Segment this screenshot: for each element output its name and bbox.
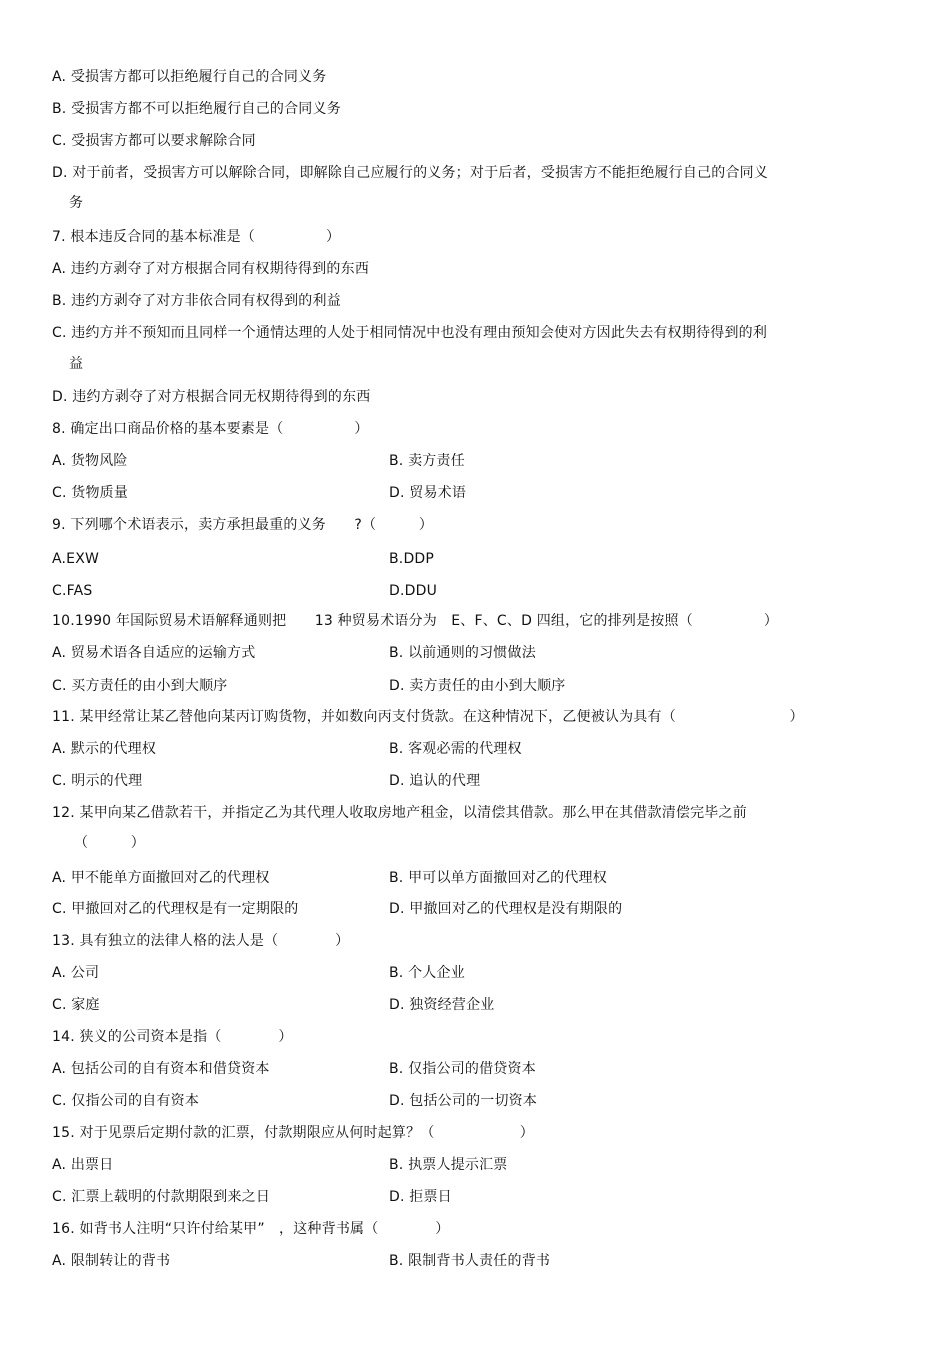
q9-option-b: B.DDP [389,551,435,567]
q7-option-d: D. 违约方剥夺了对方根据合同无权期待得到的东西 [52,389,371,405]
q9-stem: 9. 下列哪个术语表示，卖方承担最重的义务 ?（ ） [52,517,434,533]
q8-option-d: D. 贸易术语 [389,485,467,501]
q16-option-b: B. 限制背书人责任的背书 [389,1253,551,1269]
q14-option-d: D. 包括公司的一切资本 [389,1093,538,1109]
q12-stem-line2: （ ） [74,835,145,851]
q13-option-b: B. 个人企业 [389,965,465,981]
q10-option-a: A. 贸易术语各自适应的运输方式 [52,645,256,661]
q10-option-b: B. 以前通则的习惯做法 [389,645,536,661]
q12-stem-line1: 12. 某甲向某乙借款若干，并指定乙为其代理人收取房地产租金，以清偿其借款。那么甲在其借款清偿完毕之前 [52,805,747,821]
q10-stem: 10.1990 年国际贸易术语解释通则把 13 种贸易术语分为 E、F、C、D 四组，它的排列是按照（ ） [52,613,779,629]
q8-option-a: A. 货物风险 [52,453,128,469]
q14-option-c: C. 仅指公司的自有资本 [52,1093,200,1109]
q13-option-a: A. 公司 [52,965,100,981]
q8-stem: 8. 确定出口商品价格的基本要素是（ ） [52,421,369,437]
q8-option-b: B. 卖方责任 [389,453,465,469]
q16-stem: 16. 如背书人注明“只许付给某甲” ，这种背书属（ ） [52,1221,450,1237]
q16-option-a: A. 限制转让的背书 [52,1253,171,1269]
q8-option-c: C. 货物质量 [52,485,129,501]
q9-option-d: D.DDU [389,583,438,599]
q13-option-c: C. 家庭 [52,997,100,1013]
q7-option-b: B. 违约方剥夺了对方非依合同有权得到的利益 [52,293,341,309]
q11-option-d: D. 追认的代理 [389,773,481,789]
q10-option-c: C. 买方责任的由小到大顺序 [52,678,228,694]
q15-option-d: D. 拒票日 [389,1189,452,1205]
q14-option-a: A. 包括公司的自有资本和借贷资本 [52,1061,270,1077]
q7-option-c-line2: 益 [69,356,84,372]
q14-stem: 14. 狭义的公司资本是指（ ） [52,1029,293,1045]
q14-option-b: B. 仅指公司的借贷资本 [389,1061,536,1077]
q6-option-c: C. 受损害方都可以要求解除合同 [52,133,256,149]
q12-option-a: A. 甲不能单方面撤回对乙的代理权 [52,870,270,886]
q9-option-c: C.FAS [52,583,93,599]
q7-option-c-line1: C. 违约方并不预知而且同样一个通情达理的人处于相同情况中也没有理由预知会使对方因此失去有权期待得到的利 [52,325,768,341]
q12-option-d: D. 甲撤回对乙的代理权是没有期限的 [389,901,623,917]
q11-option-a: A. 默示的代理权 [52,741,157,757]
q15-option-c: C. 汇票上载明的付款期限到来之日 [52,1189,271,1205]
q15-option-b: B. 执票人提示汇票 [389,1157,508,1173]
q6-option-d-line1: D. 对于前者，受损害方可以解除合同，即解除自己应履行的义务；对于后者，受损害方不能拒绝履行自己的合同义 [52,165,769,181]
q15-option-a: A. 出票日 [52,1157,114,1173]
q6-option-d-line2: 务 [69,195,84,211]
q13-stem: 13. 具有独立的法律人格的法人是（ ） [52,933,350,949]
q7-option-a: A. 违约方剥夺了对方根据合同有权期待得到的东西 [52,261,370,277]
q7-stem: 7. 根本违反合同的基本标准是（ ） [52,229,341,245]
q11-stem: 11. 某甲经常让某乙替他向某丙订购货物，并如数向丙支付货款。在这种情况下，乙便被认为具有（ ） [52,709,804,725]
q6-option-b: B. 受损害方都不可以拒绝履行自己的合同义务 [52,101,341,117]
q10-option-d: D. 卖方责任的由小到大顺序 [389,678,566,694]
q11-option-c: C. 明示的代理 [52,773,143,789]
q13-option-d: D. 独资经营企业 [389,997,495,1013]
q15-stem: 15. 对于见票后定期付款的汇票，付款期限应从何时起算？（ ） [52,1125,534,1141]
q12-option-c: C. 甲撤回对乙的代理权是有一定期限的 [52,901,299,917]
q11-option-b: B. 客观必需的代理权 [389,741,522,757]
q6-option-a: A. 受损害方都可以拒绝履行自己的合同义务 [52,69,327,85]
q12-option-b: B. 甲可以单方面撤回对乙的代理权 [389,870,607,886]
q9-option-a: A.EXW [52,551,100,567]
